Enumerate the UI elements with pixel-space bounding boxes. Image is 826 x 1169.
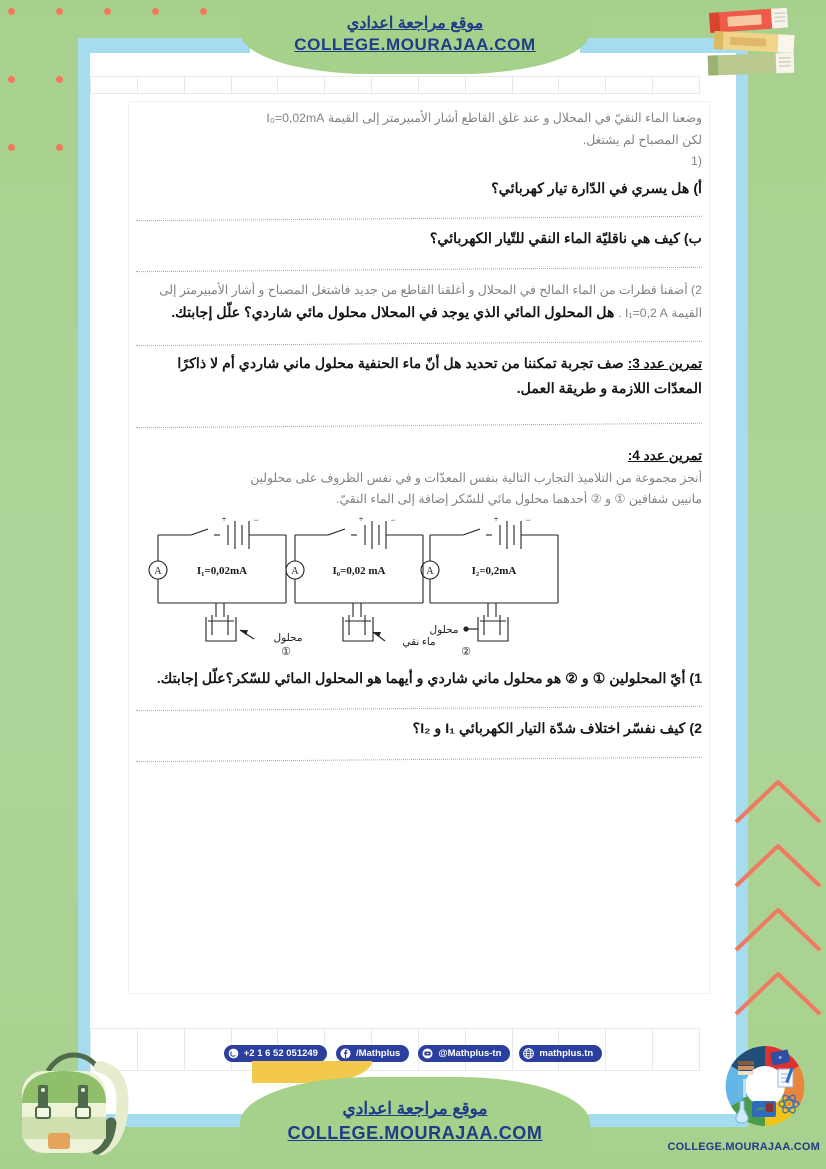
table-cell <box>371 76 418 94</box>
dot <box>56 76 63 83</box>
intro-numbering: (1 <box>691 154 702 169</box>
youtube-badge[interactable] <box>418 1045 510 1062</box>
final-question-1: 1) أيّ المحلولين ① و ② هو محلول ماني شاردي و أيهما هو المحلول المائي للسّكر؟علّل إجابتك. <box>156 670 702 687</box>
whatsapp-icon <box>228 1048 239 1059</box>
youtube-icon <box>422 1048 433 1059</box>
svg-text:ماء نقي: ماء نقي <box>402 636 436 648</box>
exercise-4-line-2: مانيين شفافين ① و ② أحدهما محلول مائي للسّكر إضافة إلى الماء النقيّ. <box>336 492 702 507</box>
dot <box>152 8 159 15</box>
exercise-3 <box>136 352 702 403</box>
svg-text:A: A <box>154 565 162 577</box>
intro-line-2: لكن المصباح لم يشتغل. <box>582 132 702 147</box>
globe-icon <box>523 1048 534 1059</box>
table-cell <box>605 76 652 94</box>
website-badge-label: mathplus.tn <box>539 1048 594 1059</box>
exercise-content <box>136 108 702 768</box>
intro-line-1: وضعنا الماء النقيّ في المحلال و عند غلق القاطع أشار الأمبيرمتر إلى القيمة I₀=0,02mA <box>266 111 702 125</box>
table-cell <box>418 76 465 94</box>
circuit-left <box>408 517 598 657</box>
dot <box>56 144 63 151</box>
question-2-bold: هل المحلول المائي الذي يوجد في المحلال محلول مائي شاردي؟ علّل إجابتك. <box>171 305 615 322</box>
header-brand-banner <box>240 0 590 74</box>
social-badge-row <box>90 1045 736 1062</box>
final-question-2: 2) كيف نفسّر اختلاف شدّة التيار الكهربائي I₁ و I₂؟ <box>412 721 702 738</box>
dot <box>104 8 111 15</box>
books-stack-icon <box>698 6 808 88</box>
question-1b: ب) كيف هي ناقليّة الماء النقي للتّيار الكهربائي؟ <box>429 231 702 248</box>
dot <box>8 8 15 15</box>
facebook-badge-label: /Mathplus <box>355 1048 401 1059</box>
dot <box>56 8 63 15</box>
backpack-icon <box>8 1041 138 1161</box>
svg-text:①: ① <box>281 645 291 657</box>
exercise-4-label: تمرين عدد 4: <box>627 447 702 463</box>
svg-text:I₀=0,02 mA: I₀=0,02 mA <box>332 564 386 577</box>
question-2-faint: 2) أضفنا قطرات من الماء المالح في المحلال و أغلقنا القاطع من جديد فاشتغل المصباح و أشار الأمبيرمتر إلى القيمة I₁=0,2 A . <box>159 282 702 321</box>
whatsapp-badge[interactable] <box>224 1045 327 1062</box>
svg-text:+: + <box>221 516 227 524</box>
svg-text:محلول: محلول <box>429 624 459 636</box>
dot <box>8 76 15 83</box>
table-cell <box>512 76 559 94</box>
table-cell <box>558 76 605 94</box>
chevron-icon <box>732 770 824 836</box>
svg-text:+: + <box>358 516 364 524</box>
table-cell <box>465 76 512 94</box>
header-brand-url[interactable]: COLLEGE.MOURAJAA.COM <box>294 35 536 54</box>
website-badge[interactable] <box>519 1045 602 1062</box>
whatsapp-badge-label: +2 1 6 52 051249 <box>243 1048 318 1059</box>
svg-text:−: − <box>253 516 259 525</box>
footer-brand-url[interactable]: COLLEGE.MOURAJAA.COM <box>287 1123 543 1143</box>
svg-text:محلول: محلول <box>273 632 303 644</box>
chevron-icon <box>732 962 824 1028</box>
answer-line[interactable] <box>136 341 702 346</box>
youtube-badge-label: @Mathplus-tn <box>438 1048 502 1059</box>
svg-text:−: − <box>525 516 531 525</box>
dot <box>200 8 207 15</box>
exercise-4-line-1: أنجز مجموعة من التلاميذ التجارب التالية بنفس المعدّات و في نفس الظروف على محلولين <box>250 470 702 485</box>
chevron-decorations <box>730 770 826 1020</box>
question-1a: أ) هل يسري في الدّارة تيار كهربائي؟ <box>491 180 702 197</box>
table-cell <box>137 76 184 94</box>
answer-line[interactable] <box>136 266 702 271</box>
table-cell <box>231 76 278 94</box>
table-cell <box>184 76 231 94</box>
document-body <box>90 53 736 1114</box>
top-table-grid <box>90 76 700 94</box>
svg-text:A: A <box>426 565 434 577</box>
chevron-icon <box>732 834 824 900</box>
table-cell <box>324 76 371 94</box>
paper-sheet <box>90 53 736 1114</box>
table-cell <box>90 76 137 94</box>
facebook-badge[interactable] <box>336 1045 409 1062</box>
question-2 <box>136 278 702 327</box>
svg-text:②: ② <box>461 645 471 657</box>
circuit-diagram-group <box>136 517 702 657</box>
education-wheel-logo <box>722 1043 808 1129</box>
answer-line[interactable] <box>136 706 702 711</box>
exercise-3-text: صف تجربة تمكننا من تحديد هل أنّ ماء الحنفية محلول ماني شاردي أم لا ذاكرًا المعدّات اللازمة و طريقة العمل. <box>177 355 702 398</box>
header-brand-arabic: موقع مراجعة اعدادي <box>346 15 484 32</box>
answer-line[interactable] <box>136 423 702 428</box>
footer-brand-arabic: موقع مراجعة اعدادي <box>342 1099 488 1118</box>
corner-watermark: COLLEGE.MOURAJAA.COM <box>667 1141 820 1153</box>
svg-text:I₂=0,2mA: I₂=0,2mA <box>471 564 517 577</box>
table-cell <box>652 76 700 94</box>
facebook-icon <box>340 1048 351 1059</box>
answer-line[interactable] <box>136 216 702 221</box>
footer-brand-banner <box>240 1077 590 1169</box>
svg-text:−: − <box>390 516 396 525</box>
table-cell <box>277 76 324 94</box>
svg-text:A: A <box>291 565 299 577</box>
exercise-3-label: تمرين عدد 3: <box>627 355 702 371</box>
answer-line[interactable] <box>136 757 702 762</box>
svg-text:I₁=0,02mA: I₁=0,02mA <box>196 564 248 577</box>
svg-text:+: + <box>493 516 499 524</box>
chevron-icon <box>732 898 824 964</box>
dot <box>8 144 15 151</box>
